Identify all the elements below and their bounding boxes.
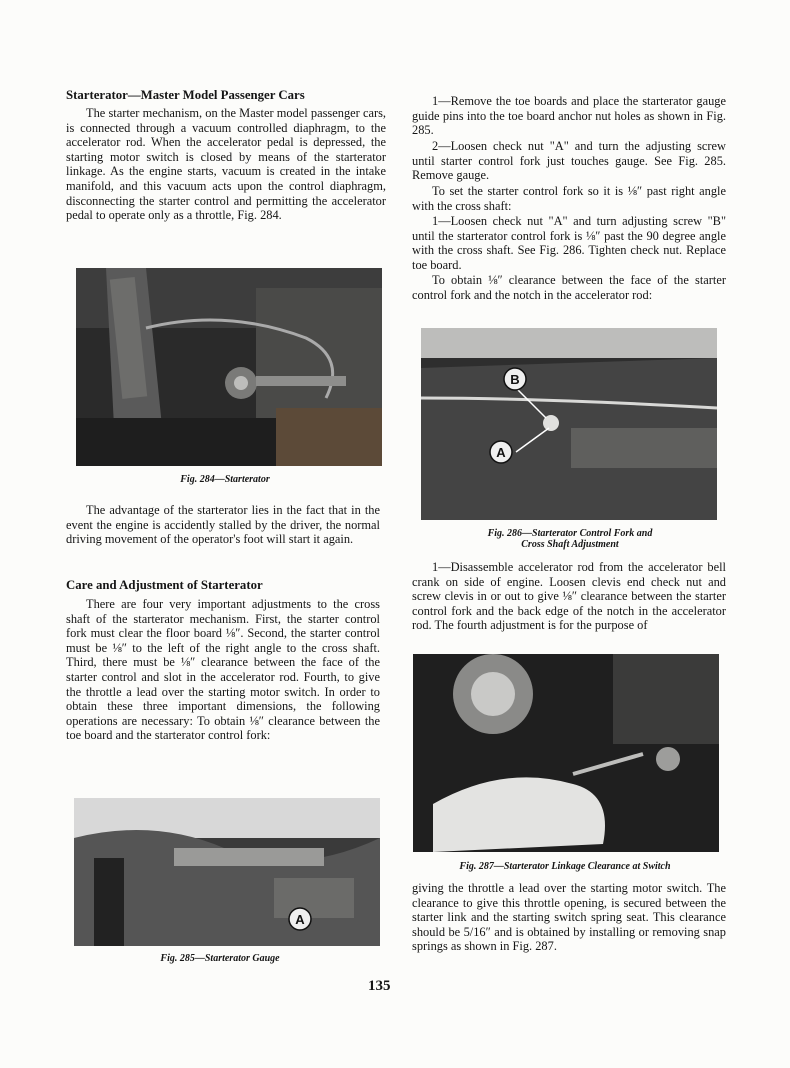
fig-287-photo: [413, 654, 719, 852]
label-a-fig285: A: [295, 912, 305, 927]
fig-286-caption-line2: Cross Shaft Adjustment: [521, 539, 619, 550]
fig-284-photo: [76, 268, 382, 466]
heading-starterator: Starterator—Master Model Passenger Cars: [66, 88, 305, 102]
page-number: 135: [368, 978, 391, 994]
fig-285-caption: Fig. 285—Starterator Gauge: [160, 953, 280, 964]
para-set-control-fork: To set the starter control fork so it is ⅛″ past right angle with the cross shaft:: [412, 184, 726, 213]
para-loosen-check-nut-a: 2—Loosen check nut "A" and turn the adjusting screw until starter control fork just touches gauge. See Fig. 285. Remove gauge.: [412, 139, 726, 183]
fig-286-photo: [421, 328, 717, 520]
fig-287-caption: Fig. 287—Starterator Linkage Clearance at Switch: [459, 861, 671, 872]
para-throttle-lead: giving the throttle a lead over the starting motor switch. The clearance to give this throttle opening, is secured between the starter link and the starting switch spring seat. This clearance should be 5/16″ and is obtained by installing or removing snap springs as shown in Fig. 287.: [412, 881, 726, 954]
label-b-fig286: B: [510, 372, 520, 387]
para-starter-mechanism: The starter mechanism, on the Master model passenger cars, is connected through a vacuum controlled diaphragm, to the accelerator rod. When the accelerator pedal is depressed, the starting motor switch is closed by means of the starterator linkage. As the engine starts, vacuum is created in the intake manifold, and this vacuum acts upon the control diaphragm, disconnecting the starter control and permitting the accelerator pedal to operate only as a throttle, Fig. 284.: [66, 106, 386, 223]
para-adjust-screw-b: 1—Loosen check nut "A" and turn adjusting screw "B" until the starterator control fork is ⅛″ past the 90 degree angle with the cross shaft. See Fig. 286. Tighten check nut. Replace toe board.: [412, 214, 726, 272]
para-obtain-clearance: To obtain ⅛″ clearance between the face of the starter control fork and the notch in the accelerator rod:: [412, 273, 726, 302]
fig-285-photo: [74, 798, 380, 946]
para-four-adjustments: There are four very important adjustments to the cross shaft of the starterator mechanism. First, the starter control fork must clear the floor board ⅛″. Second, the starter control must be ⅛″ to the left of the right angle to the cross shaft. Third, there must be ⅛″ clearance between the face of the starter control and slot in the accelerator rod. Fourth, to give the throttle a lead over the starting motor switch. In order to obtain these three important dimensions, the following operations are necessary: To obtain ⅛″ clearance between the toe board and the starterator control fork:: [66, 597, 380, 743]
para-disassemble-rod: 1—Disassemble accelerator rod from the accelerator bell crank on side of engine. Loosen clevis end check nut and screw clevis in or out to give ⅛″ clearance between the starter control fork and the back edge of the notch in the accelerator rod. The fourth adjustment is for the purpose of: [412, 560, 726, 633]
para-remove-toe-boards: 1—Remove the toe boards and place the starterator gauge guide pins into the toe board anchor nut holes as shown in Fig. 285.: [412, 94, 726, 138]
fig-286-caption-line1: Fig. 286—Starterator Control Fork and: [487, 528, 653, 539]
heading-care-adjustment: Care and Adjustment of Starterator: [66, 578, 263, 592]
label-a-fig286: A: [496, 445, 506, 460]
fig-286-caption: [440, 528, 700, 550]
fig-284-caption: Fig. 284—Starterator: [180, 474, 270, 485]
para-starterator-advantage: The advantage of the starterator lies in the fact that in the event the engine is accidently stalled by the driver, the normal driving movement of the operator's foot will start it again.: [66, 503, 380, 547]
